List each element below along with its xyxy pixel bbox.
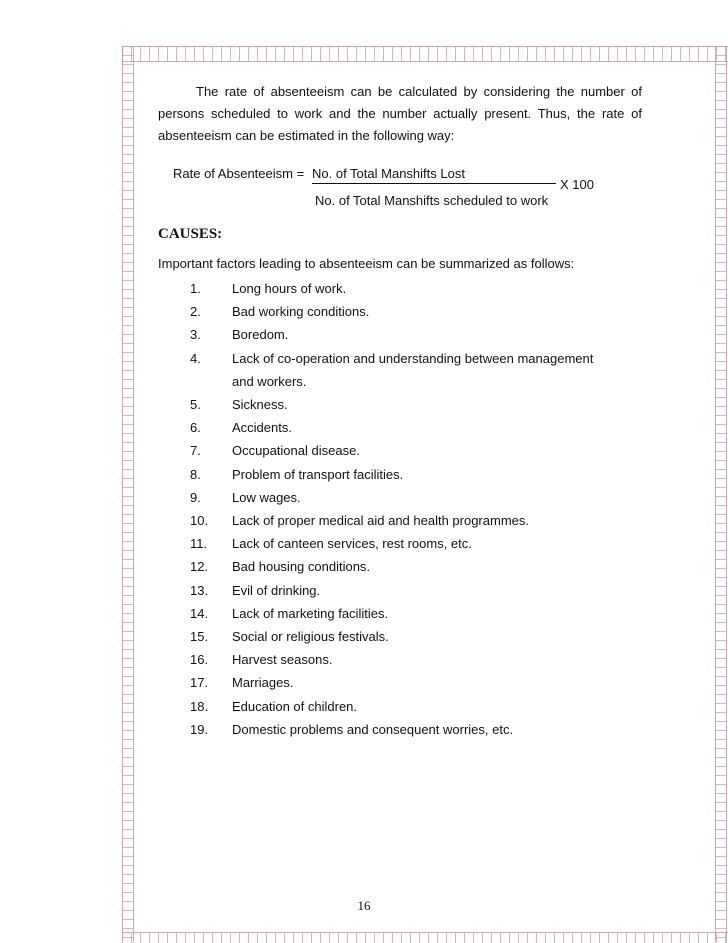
list-item-number: 13. — [190, 582, 209, 598]
list-item-number: 17. — [190, 675, 209, 691]
list-item-text: Bad housing conditions. — [232, 559, 371, 575]
section-heading: CAUSES: — [158, 226, 223, 242]
decorative-border-left — [122, 46, 134, 942]
list-item-text: Evil of drinking. — [232, 582, 321, 598]
list-item-number: 5. — [190, 397, 201, 413]
paragraph-line: persons scheduled to work and the number actually present. Thus, the rate of — [158, 106, 642, 121]
list-item-text: Occupational disease. — [232, 443, 360, 459]
list-item — [190, 439, 620, 462]
list-item-number: 16. — [190, 652, 209, 668]
list-item-text: Lack of proper medical aid and health programmes. — [232, 513, 529, 529]
decorative-border-top — [122, 46, 728, 62]
list-item-number: 14. — [190, 605, 209, 621]
list-item-text: Boredom. — [232, 327, 289, 343]
list-item-number: 18. — [190, 698, 209, 714]
causes-intro: Important factors leading to absenteeism can be summarized as follows: — [158, 256, 575, 271]
list-item-text: Accidents. — [232, 420, 292, 436]
list-item — [190, 718, 620, 741]
list-item-text: Sickness. — [232, 397, 288, 413]
list-item-text: Education of children. — [232, 698, 358, 714]
list-item-text: Low wages. — [232, 489, 301, 505]
list-item — [190, 277, 620, 300]
list-item-number: 12. — [190, 559, 209, 575]
list-item-text: Lack of marketing facilities. — [232, 605, 389, 621]
list-item-number: 1. — [190, 281, 201, 296]
list-item-text: Lack of co-operation and understanding between management — [232, 350, 594, 366]
list-item — [190, 695, 620, 718]
list-item-number: 11. — [190, 536, 208, 552]
list-item — [190, 347, 620, 393]
list-item — [190, 486, 620, 509]
list-item — [190, 532, 620, 555]
list-item-text: Problem of transport facilities. — [232, 466, 404, 482]
list-item — [190, 509, 620, 532]
list-item — [190, 323, 620, 346]
page-number: 16 — [357, 898, 371, 913]
formula-denominator: No. of Total Manshifts scheduled to work — [315, 193, 549, 208]
list-item-text: Bad working conditions. — [232, 304, 370, 320]
list-item — [190, 625, 620, 648]
list-item-number: 3. — [190, 327, 201, 343]
list-item-text: Social or religious festivals. — [232, 629, 389, 645]
list-item-number: 9. — [190, 489, 201, 505]
list-item-number: 2. — [190, 304, 201, 320]
formula-numerator: No. of Total Manshifts Lost — [312, 166, 465, 181]
fraction-bar — [312, 183, 556, 184]
decorative-border-right — [715, 46, 727, 942]
paragraph-line: absenteeism can be estimated in the following way: — [158, 128, 455, 143]
list-item-text: Lack of canteen services, rest rooms, etc. — [232, 536, 472, 552]
list-item-number: 15. — [190, 629, 209, 645]
list-item — [190, 393, 620, 416]
causes-list — [190, 277, 620, 741]
paragraph-line: The rate of absenteeism can be calculated by considering the number of — [196, 84, 642, 99]
list-item-number: 10. — [190, 513, 209, 529]
list-item — [190, 671, 620, 694]
list-item-number: 7. — [190, 443, 201, 459]
list-item — [190, 648, 620, 671]
list-item — [190, 300, 620, 323]
list-item-text: Domestic problems and consequent worries, etc. — [232, 721, 514, 737]
decorative-border-bottom — [122, 932, 728, 943]
list-item-text: Long hours of work. — [232, 281, 347, 296]
list-item-text-continued: and workers. — [232, 373, 307, 389]
list-item-number: 6. — [190, 420, 201, 436]
list-item-text: Harvest seasons. — [232, 652, 333, 668]
list-item — [190, 463, 620, 486]
list-item-number: 19. — [190, 721, 209, 737]
list-item-text: Marriages. — [232, 675, 294, 691]
list-item — [190, 579, 620, 602]
formula-label: Rate of Absenteeism = — [173, 166, 305, 181]
list-item-number: 8. — [190, 466, 201, 482]
list-item — [190, 416, 620, 439]
list-item — [190, 555, 620, 578]
list-item — [190, 602, 620, 625]
intro-paragraph — [158, 84, 642, 150]
list-item-number: 4. — [190, 350, 201, 366]
formula-multiplier: X 100 — [560, 177, 594, 192]
